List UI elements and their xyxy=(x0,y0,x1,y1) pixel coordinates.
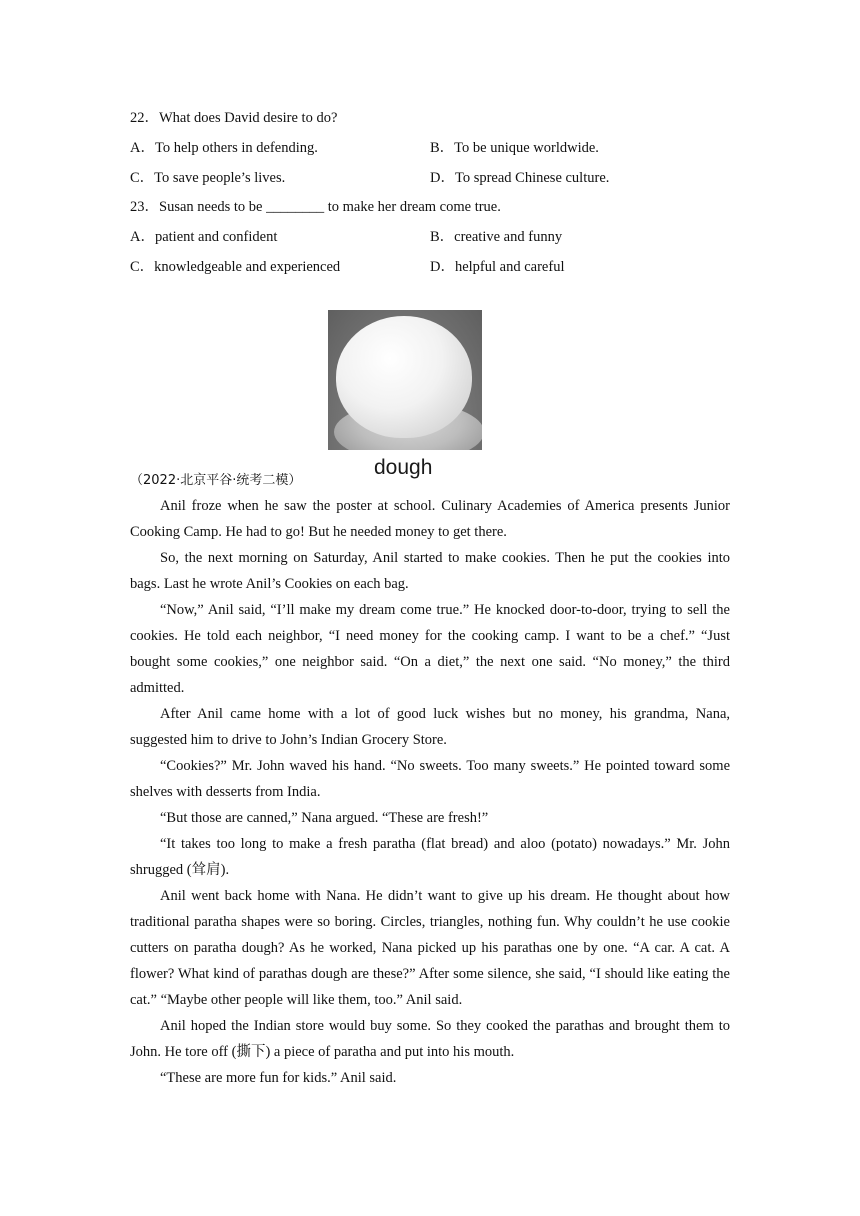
question-22-option-c: C．To save people’s lives. xyxy=(130,170,286,186)
dough-caption: dough xyxy=(374,456,433,479)
passage-paragraph: “Now,” Anil said, “I’ll make my dream come true.” He knocked door-to-door, trying to sell the cookies. He told each neighbor, “I need money for the cooking camp. I want to be a chef.” “Just bought some cookies,” one neighbor said. “On a diet,” the next one said. “No money,” the third admitted. xyxy=(130,602,730,696)
passage-paragraph: “Cookies?” Mr. John waved his hand. “No sweets. Too many sweets.” He pointed toward some shelves with desserts from India. xyxy=(130,758,730,800)
question-23-option-c: C．knowledgeable and experienced xyxy=(130,259,341,275)
question-22-option-d: D．To spread Chinese culture. xyxy=(430,170,610,186)
passage-source: （2022·北京平谷·统考二模） xyxy=(130,473,302,488)
passage-paragraph: “It takes too long to make a fresh paratha (flat bread) and aloo (potato) nowadays.” Mr. John shrugged (耸肩). xyxy=(130,836,730,878)
passage-paragraph: Anil froze when he saw the poster at school. Culinary Academies of America presents Junior Cooking Camp. He had to go! But he needed money to get there. xyxy=(130,498,730,540)
passage-paragraph: So, the next morning on Saturday, Anil started to make cookies. Then he put the cookies into bags. Last he wrote Anil’s Cookies on each bag. xyxy=(130,550,730,592)
passage-paragraph: Anil hoped the Indian store would buy some. So they cooked the parathas and brought them to John. He tore off (撕下) a piece of paratha and put into his mouth. xyxy=(130,1018,730,1060)
passage-paragraph: “But those are canned,” Nana argued. “These are fresh!” xyxy=(160,810,489,826)
dough-ball-shape xyxy=(336,316,472,438)
passage-paragraph: After Anil came home with a lot of good luck wishes but no money, his grandma, Nana, suggested him to drive to John’s Indian Grocery Store. xyxy=(130,706,730,748)
question-22-option-b: B．To be unique worldwide. xyxy=(430,140,599,156)
passage-paragraph: Anil went back home with Nana. He didn’t want to give up his dream. He thought about how traditional paratha shapes were so boring. Circles, triangles, nothing fun. Why couldn’t he use cookie cutters on paratha dough? As he worked, Nana picked up his parathas one by one. “A car. A cat. A flower? What kind of parathas dough are these?” After some silence, she said, “I should like eating the cat.” “Maybe other people will like them, too.” Anil said. xyxy=(130,888,730,1008)
question-23-option-d: D．helpful and careful xyxy=(430,259,565,275)
passage xyxy=(130,493,730,1091)
question-23-option-b: B．creative and funny xyxy=(430,229,563,245)
question-22-option-a: A．To help others in defending. xyxy=(130,140,318,156)
question-22-stem: 22．What does David desire to do? xyxy=(130,110,338,126)
passage-paragraph: “These are more fun for kids.” Anil said. xyxy=(160,1070,397,1086)
question-23-option-a: A．patient and confident xyxy=(130,229,278,245)
question-23-stem: 23．Susan needs to be ________ to make her dream come true. xyxy=(130,199,501,215)
dough-photo xyxy=(328,310,482,450)
